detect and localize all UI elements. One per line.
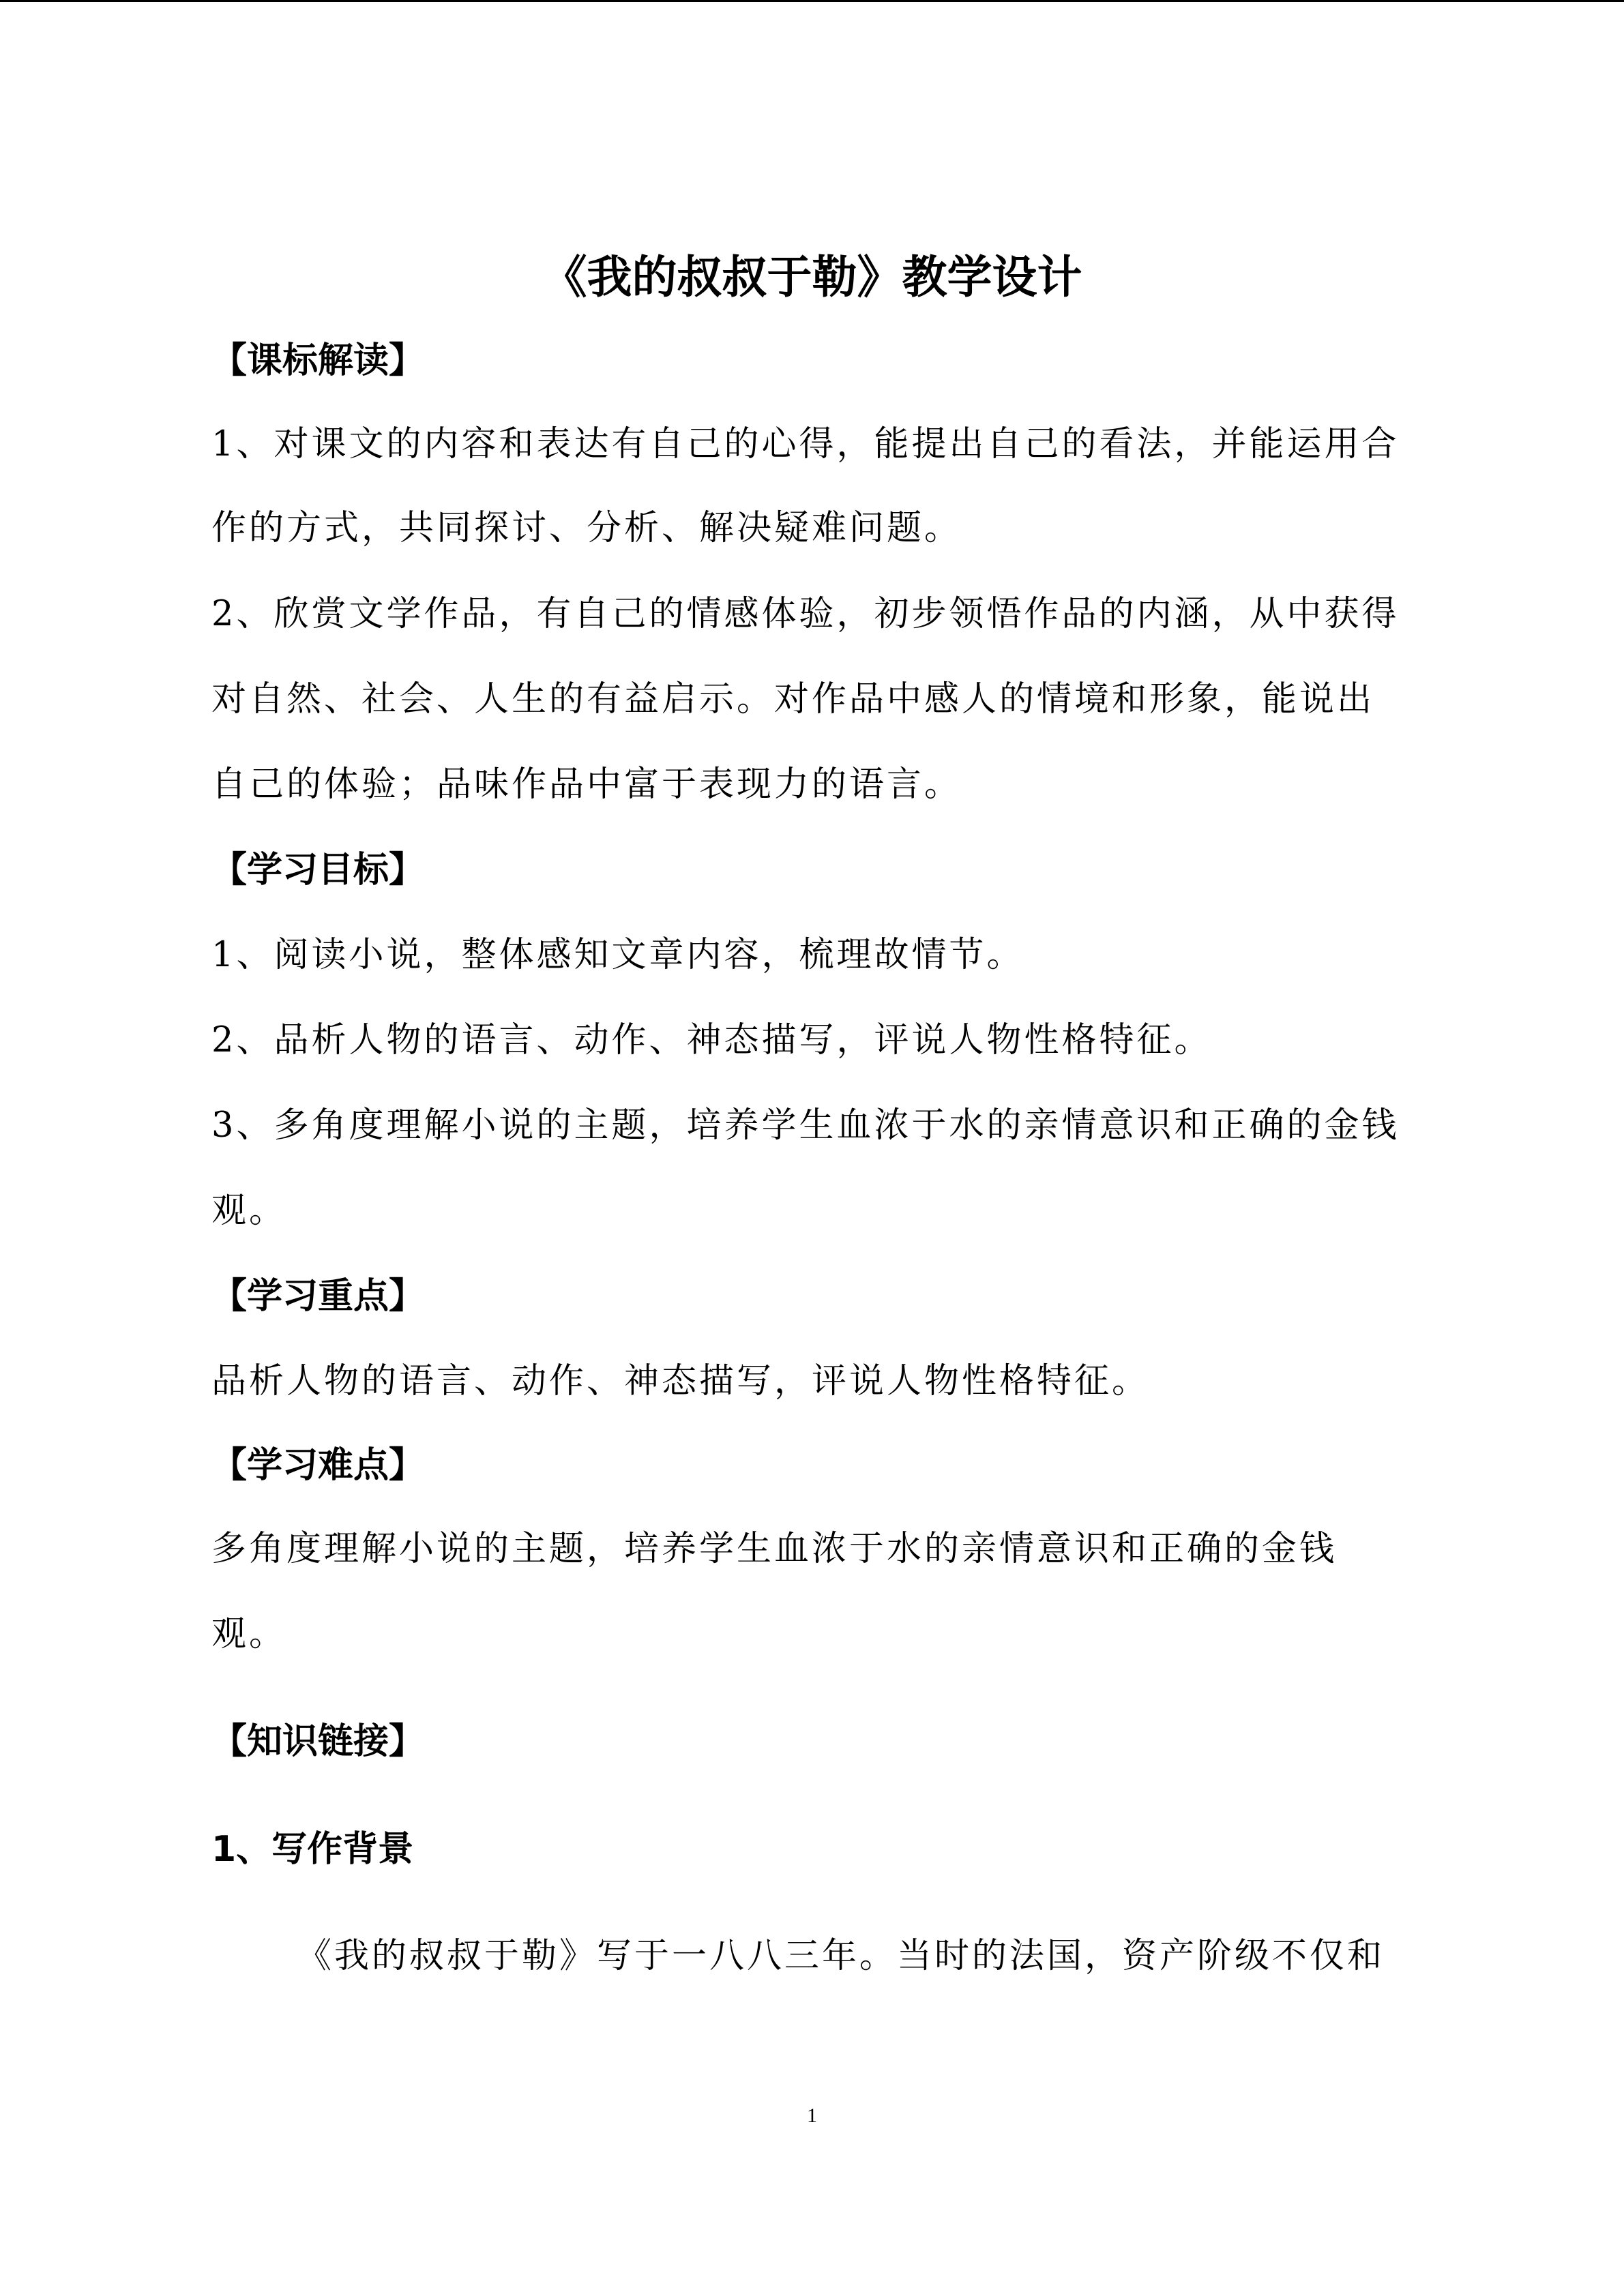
heading-curriculum: 【课标解读】 (211, 340, 425, 381)
curriculum-line: 1、对课文的内容和表达有自己的心得，能提出自己的看法，并能运用合 (211, 424, 1400, 464)
heading-key-points: 【学习重点】 (211, 1276, 425, 1317)
curriculum-line: 2、欣赏文学作品，有自己的情感体验，初步领悟作品的内涵，从中获得 (211, 594, 1400, 634)
heading-knowledge: 【知识链接】 (211, 1721, 425, 1762)
objective-line: 2、品析人物的语言、动作、神态描写，评说人物性格特征。 (211, 1020, 1212, 1060)
difficulty-line: 观。 (211, 1614, 287, 1654)
curriculum-line: 对自然、社会、人生的有益启示。对作品中感人的情境和形象，能说出 (211, 679, 1375, 719)
key-point-line: 品析人物的语言、动作、神态描写，评说人物性格特征。 (211, 1361, 1150, 1401)
objective-line: 观。 (211, 1191, 287, 1231)
document-title: 《我的叔叔于勒》教学设计 (542, 251, 1082, 303)
objective-line: 3、多角度理解小说的主题，培养学生血浓于水的亲情意识和正确的金钱 (211, 1105, 1400, 1146)
heading-objectives: 【学习目标】 (211, 850, 425, 891)
page-number: 1 (807, 2104, 817, 2127)
objective-line: 1、阅读小说，整体感知文章内容，梳理故情节。 (211, 935, 1024, 975)
curriculum-line: 作的方式，共同探讨、分析、解决疑难问题。 (211, 508, 962, 548)
curriculum-line: 自己的体验；品味作品中富于表现力的语言。 (211, 764, 962, 805)
heading-difficulties: 【学习难点】 (211, 1445, 425, 1486)
difficulty-line: 多角度理解小说的主题，培养学生血浓于水的亲情意识和正确的金钱 (211, 1529, 1338, 1569)
background-paragraph: 《我的叔叔于勒》写于一八八三年。当时的法国，资产阶级不仅和 (297, 1936, 1385, 1976)
subheading-background: 1、写作背景 (211, 1829, 414, 1870)
